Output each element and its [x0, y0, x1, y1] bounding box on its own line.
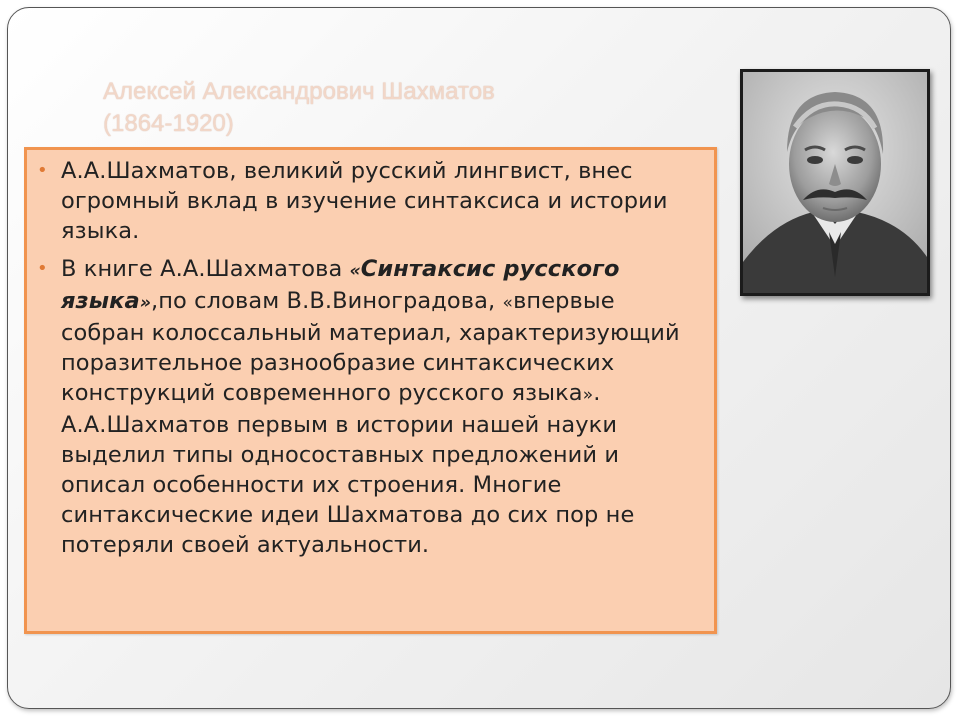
citation-open-quote: « — [502, 293, 514, 313]
bullet-item-2 — [37, 254, 692, 560]
citation-close-quote: » — [582, 385, 594, 405]
portrait-icon — [743, 72, 927, 293]
portrait-photo — [740, 69, 930, 296]
text-box — [24, 147, 717, 634]
bullet-2-before: В книге А.А.Шахматова — [61, 256, 350, 282]
bullet-item-1 — [37, 156, 692, 246]
bullet-2-middle: ,по словам В.В.Виноградова, — [150, 288, 503, 314]
bullet-icon: • — [37, 160, 48, 181]
close-quote: » — [139, 293, 151, 313]
bullet-icon: • — [37, 258, 48, 279]
bullet-2-after: . А.А.Шахматов первым в истории нашей науки выделил типы односоставных предложений и описал особенности их строения. Многие синтаксические идеи Шахматова до сих пор не потеряли своей актуальности. — [61, 380, 635, 558]
citation-text: впервые собран колоссальный материал, характеризующий поразительное разнообразие синтаксических конструкций современного русского языка — [61, 288, 680, 406]
title-name: Алексей Александрович Шахматов — [103, 78, 495, 105]
bullet-list — [37, 156, 692, 560]
slide-title — [103, 76, 663, 140]
bullet-1-text: А.А.Шахматов, великий русский лингвист, внес огромный вклад в изучение синтаксиса и истории языка. — [61, 158, 668, 244]
book-title: Синтаксис русского языка — [61, 256, 620, 314]
title-years: (1864-1920) — [103, 110, 234, 137]
open-quote: « — [349, 261, 361, 281]
